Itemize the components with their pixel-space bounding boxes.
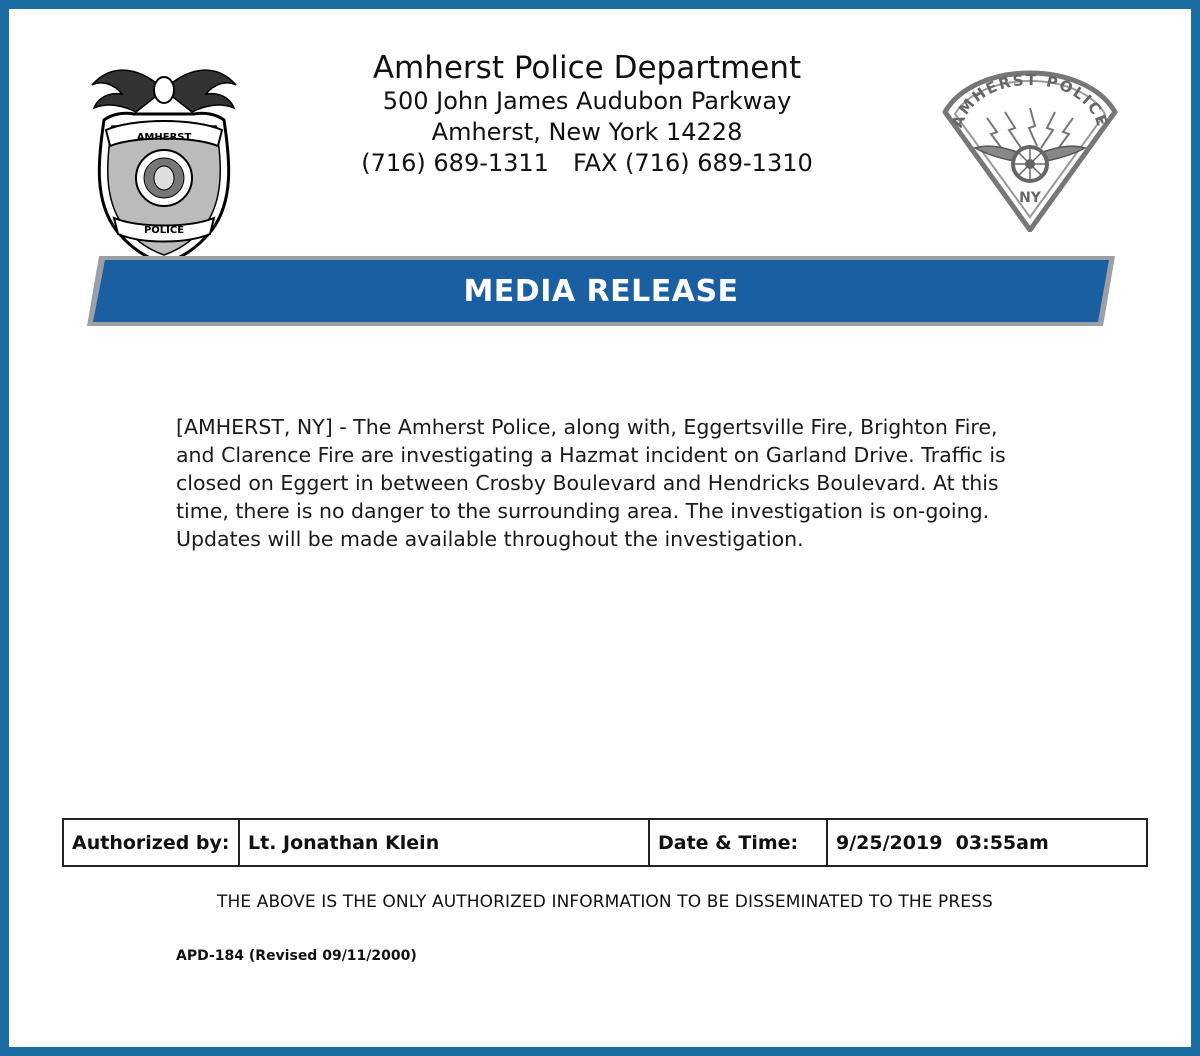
authorization-row — [63, 819, 1147, 866]
patch-arc-text: AMHERST POLICE — [948, 70, 1112, 131]
authorization-table — [62, 818, 1148, 867]
date-time-value: 9/25/2019 03:55am — [827, 819, 1147, 866]
patch-state-text: NY — [1019, 190, 1041, 206]
badge-bottom-ribbon-text: POLICE — [143, 225, 185, 236]
media-release-title: MEDIA RELEASE — [463, 273, 739, 309]
press-disclaimer: THE ABOVE IS THE ONLY AUTHORIZED INFORMATION TO BE DISSEMINATED TO THE PRESS — [217, 892, 993, 912]
release-body: [AMHERST, NY] - The Amherst Police, along with, Eggertsville Fire, Brighton Fire, and Clarence Fire are investigating a Hazmat incident on Garland Drive. Traffic is closed on Eggert in between Crosby Boulevard and Hendricks Boulevard. At this time, there is no danger to the surrounding area. The investigation is on-going. Updates will be made available throughout the investigation. — [176, 415, 1006, 551]
address-line-2: Amherst, New York 14228 — [431, 118, 743, 146]
date-time-label: Date & Time: — [649, 819, 827, 866]
fax-number: FAX (716) 689-1310 — [572, 149, 813, 177]
authorized-by-value: Lt. Jonathan Klein — [239, 819, 649, 866]
phone-number: (716) 689-1311 — [361, 149, 549, 177]
authorized-by-label: Authorized by: — [63, 819, 239, 866]
badge-top-ribbon-text: AMHERST — [136, 132, 192, 143]
police-patch-logo — [935, 52, 1125, 232]
letterhead — [300, 50, 874, 179]
police-badge-logo — [84, 50, 244, 265]
organization-name: Amherst Police Department — [372, 50, 802, 86]
contact-line — [300, 148, 874, 179]
address-line-1: 500 John James Audubon Parkway — [382, 87, 792, 115]
form-code: APD-184 (Revised 09/11/2000) — [176, 948, 417, 964]
